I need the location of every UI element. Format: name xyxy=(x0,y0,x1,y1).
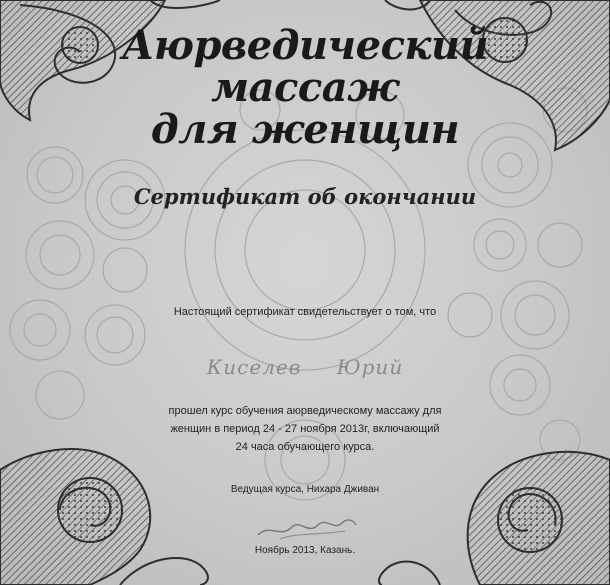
date-place-footer: Ноябрь 2013, Казань. xyxy=(254,545,356,556)
paisley-bottom-right xyxy=(379,452,610,585)
signature-image xyxy=(250,505,360,545)
paisley-bottom-left xyxy=(0,449,208,585)
certificate-intro-text: Настоящий сертификат свидетельствует о том, что xyxy=(173,306,437,318)
course-line-1: прошел курс обучения аюрведическому массажу для xyxy=(168,405,442,417)
course-line-2: женщин в период 24 - 27 ноября 2013г, включающий xyxy=(170,423,440,435)
certificate-title-line3: для женщин xyxy=(150,106,460,153)
certificate-title-line2: массаж xyxy=(211,64,399,111)
course-description xyxy=(0,402,610,456)
certificate-subtitle: Сертификат об окончании xyxy=(133,184,477,209)
recipient-name: Киселев Юрий xyxy=(206,355,404,379)
instructor-line: Ведущая курса, Нихара Дживан xyxy=(230,484,380,495)
course-line-3: 24 часа обучающего курса. xyxy=(235,441,375,453)
certificate-title-line1: Аюрведический xyxy=(121,22,489,69)
